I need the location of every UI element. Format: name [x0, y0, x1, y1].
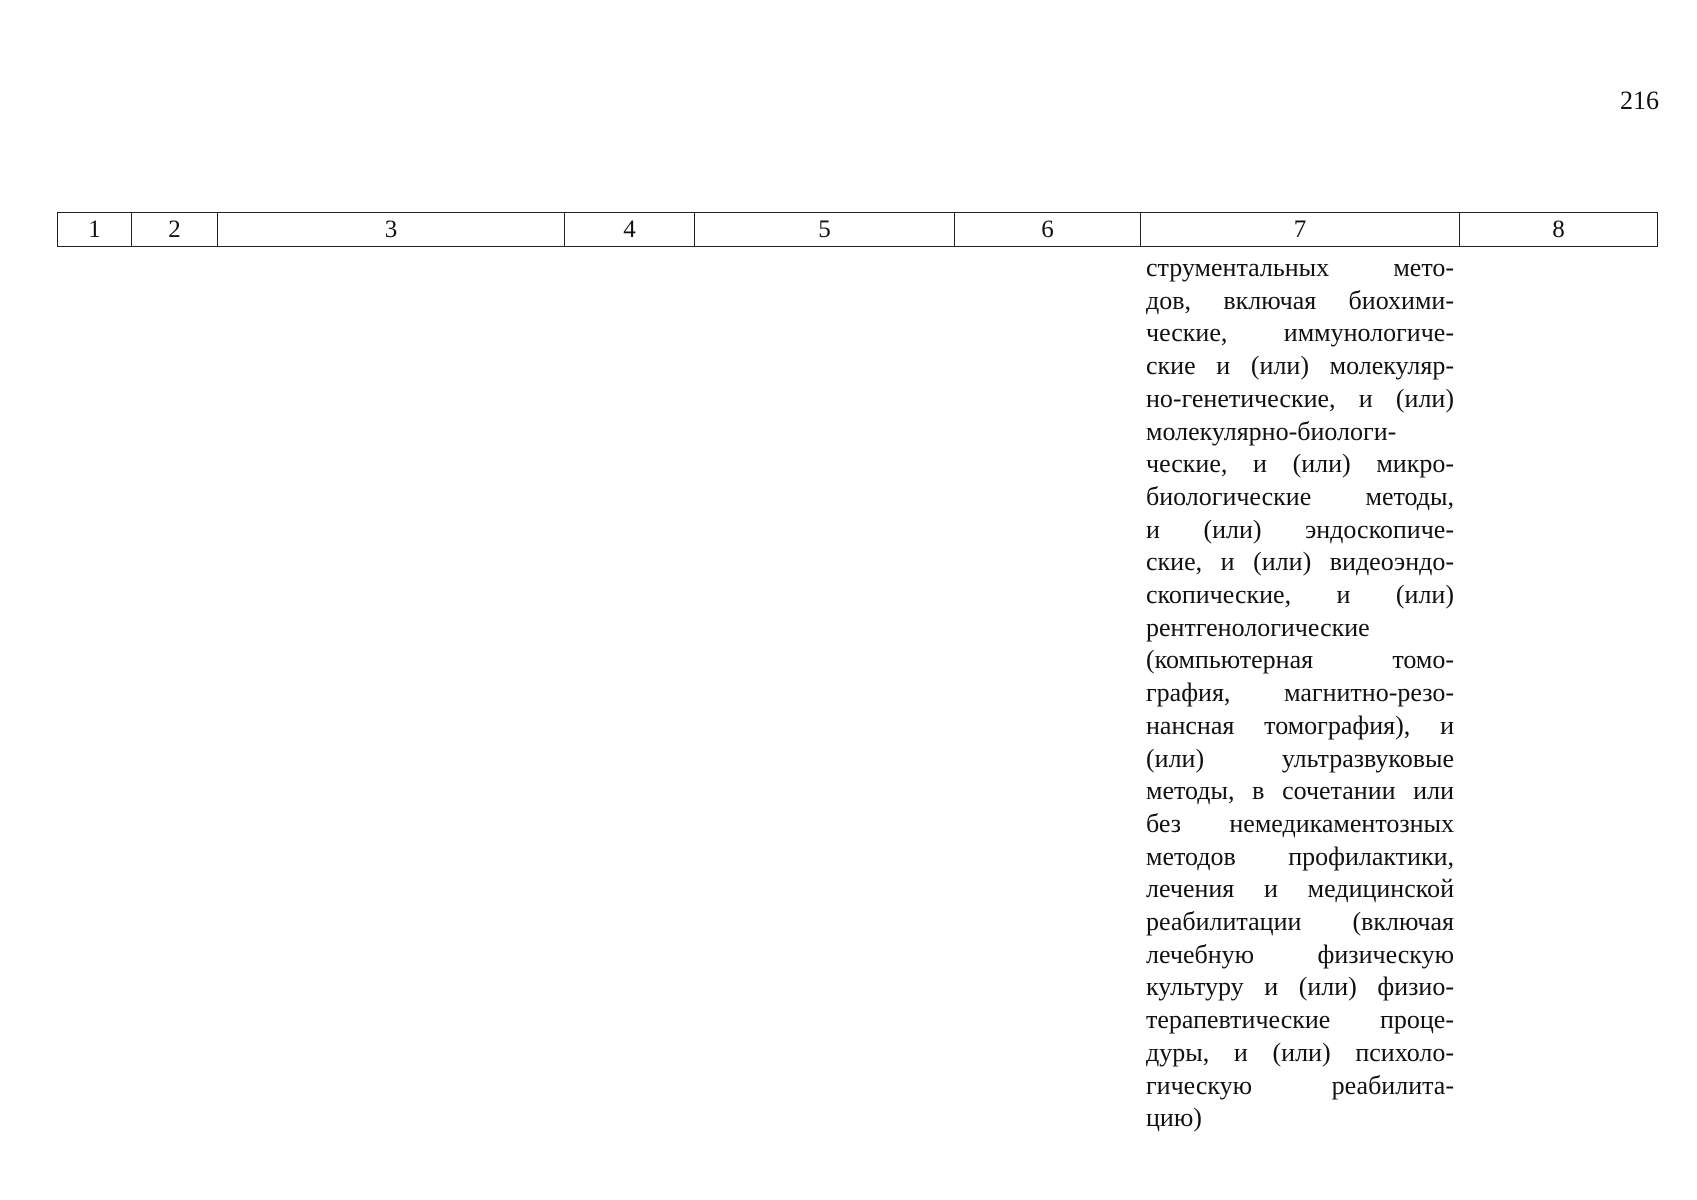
- column-number-4: 4: [565, 213, 695, 246]
- text-line: лечения и медицинской: [1146, 874, 1454, 904]
- text-line: и (или) эндоскопиче-: [1146, 514, 1454, 544]
- text-line: (компьютерная томо-: [1146, 645, 1454, 675]
- column-number-6: 6: [955, 213, 1141, 246]
- text-line: культуру и (или) физио-: [1146, 972, 1454, 1002]
- text-line: графия, магнитно-резо-: [1146, 678, 1454, 708]
- column-number-8: 8: [1552, 216, 1565, 243]
- text-line: дуры, и (или) психоло-: [1146, 1037, 1454, 1067]
- text-line: ческие, иммунологиче-: [1146, 318, 1454, 348]
- text-line: нансная томография), и: [1146, 710, 1454, 740]
- text-line: струментальных мето-: [1146, 253, 1454, 282]
- text-line: методов профилактики,: [1146, 841, 1454, 871]
- text-line: ские и (или) молекуляр-: [1146, 351, 1454, 381]
- column-number-3: 3: [218, 213, 565, 246]
- column-number-5: 5: [695, 213, 955, 246]
- text-line: методы, в сочетании или: [1146, 776, 1454, 806]
- text-line: скопические, и (или): [1146, 580, 1454, 610]
- text-line: ческие, и (или) микро-: [1146, 449, 1454, 479]
- text-line: рентгенологические: [1146, 612, 1370, 642]
- text-line: биологические методы,: [1146, 481, 1454, 511]
- text-line: без немедикаментозных: [1146, 808, 1454, 838]
- page-number: 216: [1620, 86, 1659, 115]
- text-line: цию): [1146, 1103, 1202, 1133]
- text-line: лечебную физическую: [1146, 939, 1454, 969]
- column-number-7: 7: [1141, 213, 1460, 246]
- text-line: молекулярно-биологи-: [1146, 416, 1397, 446]
- column-7-cell-text: [1146, 252, 1454, 1135]
- text-line: (или) ультразвуковые: [1146, 743, 1454, 773]
- text-line: реабилитации (включая: [1146, 907, 1454, 937]
- text-line: дов, включая биохими-: [1146, 285, 1454, 315]
- column-number-2: 2: [132, 213, 218, 246]
- text-line: ские, и (или) видеоэндо-: [1146, 547, 1454, 577]
- text-line: терапевтические проце-: [1146, 1005, 1454, 1035]
- text-line: гическую реабилита-: [1146, 1070, 1454, 1100]
- column-number-1: 1: [58, 213, 132, 246]
- table-header-row: [57, 212, 1658, 247]
- text-line: но-генетические, и (или): [1146, 383, 1454, 413]
